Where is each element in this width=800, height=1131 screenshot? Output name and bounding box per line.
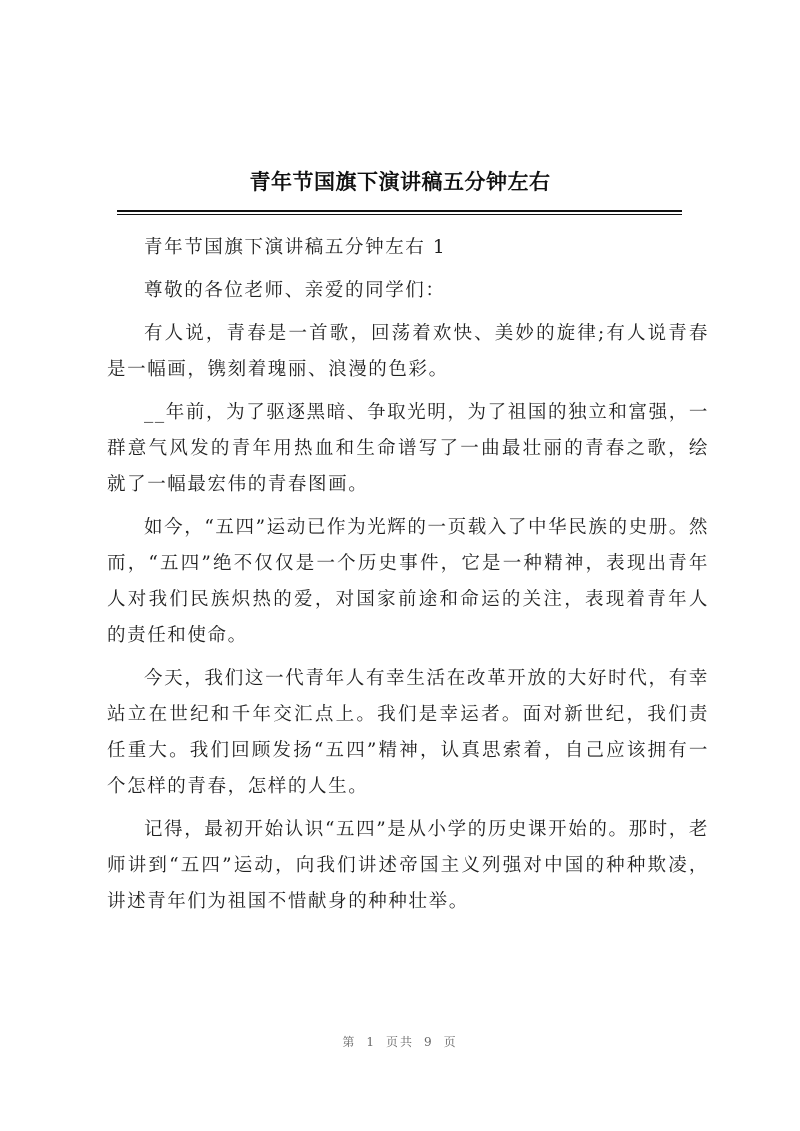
footer-middle: 页共	[385, 1035, 414, 1049]
paragraph: 记得，最初开始认识“五四”是从小学的历史课开始的。那时，老师讲到“五四”运动，向我们讲述帝国主义列强对中国的种种欺凌，讲述青年们为祖国不惜献身的种种壮举。	[107, 819, 709, 912]
paragraph: 如今，“五四”运动已作为光辉的一页载入了中华民族的史册。然而，“五四”绝不仅仅是一个历史事件，它是一种精神，表现出青年人对我们民族炽热的爱，对国家前途和命运的关注，表现着青年人的责任和使命。	[107, 517, 709, 646]
paragraph: __年前，为了驱逐黑暗、争取光明，为了祖国的独立和富强，一群意气风发的青年用热血和生命谱写了一曲最壮丽的青春之歌，绘就了一幅最宏伟的青春图画。	[107, 402, 709, 495]
paragraph-salutation: 尊敬的各位老师、亲爱的同学们：	[144, 280, 446, 301]
paragraph: 今天，我们这一代青年人有幸生活在改革开放的大好时代，有幸站立在世纪和千年交汇点上。我们是幸运者。面对新世纪，我们责任重大。我们回顾发扬“五四”精神，认真思索着，自己应该拥有一个怎样的青春，怎样的人生。	[107, 668, 709, 797]
footer-prefix: 第	[342, 1035, 357, 1049]
document-title: 青年节国旗下演讲稿五分钟左右	[249, 170, 551, 194]
title-rule-thick	[117, 210, 682, 212]
paragraph: 有人说，青春是一首歌，回荡着欢快、美妙的旋律;有人说青春是一幅画，镌刻着瑰丽、浪漫的色彩。	[107, 323, 709, 380]
document-body	[107, 230, 709, 927]
page-footer	[0, 1033, 800, 1050]
title-rule-thin	[117, 214, 682, 215]
page-number: 1	[366, 1035, 376, 1049]
footer-suffix: 页	[443, 1035, 458, 1049]
paragraph-heading: 青年节国旗下演讲稿五分钟左右 1	[144, 237, 447, 258]
page-total: 9	[424, 1035, 434, 1049]
